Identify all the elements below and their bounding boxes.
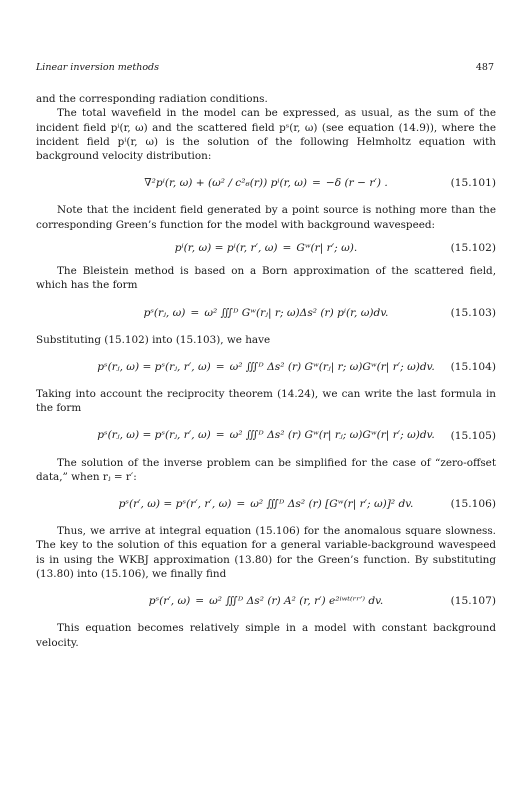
equation-15-107: pˢ(r′, ω) = ω² ∭ᴰ Δs² (r) A² (r, r′) e²ⁱʷᵗ⁽ʳʳ′⁾ dv. (15.107): [148, 595, 496, 608]
paragraph-7: The solution of the inverse problem can be simplified for the case of “zero-offset data,” when rⱼ = r′:: [36, 456, 496, 483]
equation-number: (15.106): [450, 498, 496, 511]
equation-15-101: ∇²pⁱ(r, ω) + (ω² / c²₆(r)) pⁱ(r, ω) = −δ (r − r′) . (15.101): [144, 177, 496, 190]
equation-rhs: ω² ∭ᴰ Δs² (r) A² (r, r′) e²ⁱʷᵗ⁽ʳʳ′⁾ dv.: [209, 595, 384, 608]
paragraph-4: The Bleistein method is based on a Born approximation of the scattered field, which has the form: [36, 265, 496, 292]
equation-lhs: pˢ(rⱼ, ω) = pˢ(rⱼ, r′, ω): [97, 429, 211, 442]
equation-lhs: ∇²pⁱ(r, ω) + (ω² / c²₆(r)) pⁱ(r, ω): [144, 177, 308, 190]
equation-rhs: ω² ∭ᴰ Δs² (r) Gʷ(r| rⱼ; ω)Gʷ(r| r′; ω)dv.: [229, 429, 435, 442]
equation-15-102: pⁱ(r, ω) = pⁱ(r, r′, ω) = Gʷ(r| r′; ω). (15.102): [174, 241, 496, 254]
paragraph-3: Note that the incident field generated by a point source is nothing more than the corresponding Green’s function for the model with background wavespeed:: [36, 204, 496, 231]
equation-lhs: pˢ(rⱼ, ω): [143, 306, 186, 319]
paragraph-8: Thus, we arrive at integral equation (15.106) for the anomalous square slowness. The key to the solution of this equation for a general variable-background wavespeed is in using the WKBJ approximation (13.80) for the Green’s function. By substituting (13.80) into (15.106), we finally find: [36, 525, 496, 581]
equation-rhs: Gʷ(r| r′; ω).: [296, 241, 358, 254]
equation-15-106: pˢ(r′, ω) = pˢ(r′, r′, ω) = ω² ∭ᴰ Δs² (r) [Gʷ(r| r′; ω)]² dv. (15.106): [118, 498, 496, 511]
paragraph-1: and the corresponding radiation conditions.: [36, 93, 268, 105]
paragraph-6: Taking into account the reciprocity theorem (14.24), we can write the last formula in the form: [36, 387, 496, 415]
equation-number: (15.103): [450, 306, 496, 319]
equation-rhs: ω² ∭ᴰ Δs² (r) Gʷ(rⱼ| r; ω)Gʷ(r| r′; ω)dv.: [229, 360, 435, 373]
equation-lhs: pˢ(rⱼ, ω) = pˢ(rⱼ, r′, ω): [97, 360, 211, 373]
page-body: [36, 92, 496, 650]
equation-rhs: ω² ∭ᴰ Δs² (r) [Gʷ(r| r′; ω)]² dv.: [250, 498, 414, 510]
equation-15-105: pˢ(rⱼ, ω) = pˢ(rⱼ, r′, ω) = ω² ∭ᴰ Δs² (r) Gʷ(r| rⱼ; ω)Gʷ(r| r′; ω)dv. (15.105): [97, 429, 496, 442]
running-title: Linear inversion methods: [36, 62, 160, 73]
paragraph-2: The total wavefield in the model can be expressed, as usual, as the sum of the incident field pⁱ(r, ω) and the scattered field pˢ(r, ω) (see equation (14.9)), where the incident field pⁱ(r, ω) is the solution of the following Helmholtz equation with background velocity distribution:: [36, 107, 496, 163]
equation-number: (15.104): [450, 360, 496, 373]
equation-rhs: −δ (r − r′) .: [325, 177, 388, 190]
equation-15-104: pˢ(rⱼ, ω) = pˢ(rⱼ, r′, ω) = ω² ∭ᴰ Δs² (r) Gʷ(rⱼ| r; ω)Gʷ(r| r′; ω)dv. (15.104): [97, 360, 496, 373]
equation-lhs: pˢ(r′, ω) = pˢ(r′, r′, ω): [118, 498, 232, 510]
paragraph-5: Substituting (15.102) into (15.103), we have: [36, 333, 271, 346]
equation-lhs: pˢ(r′, ω): [148, 595, 191, 608]
equation-15-103: pˢ(rⱼ, ω) = ω² ∭ᴰ Gʷ(rⱼ| r; ω)Δs² (r) pⁱ(r, ω)dv. (15.103): [143, 306, 496, 319]
paragraph-9: This equation becomes relatively simple in a model with constant background velocity.: [36, 622, 496, 649]
page-number: 487: [475, 62, 494, 73]
equation-number: (15.107): [450, 595, 496, 608]
running-header: [36, 62, 494, 76]
equation-number: (15.105): [450, 429, 496, 442]
equation-lhs: pⁱ(r, ω) = pⁱ(r, r′, ω): [174, 241, 278, 254]
equation-number: (15.102): [450, 241, 496, 254]
equation-rhs: ω² ∭ᴰ Gʷ(rⱼ| r; ω)Δs² (r) pⁱ(r, ω)dv.: [204, 306, 389, 319]
equation-number: (15.101): [450, 177, 496, 190]
